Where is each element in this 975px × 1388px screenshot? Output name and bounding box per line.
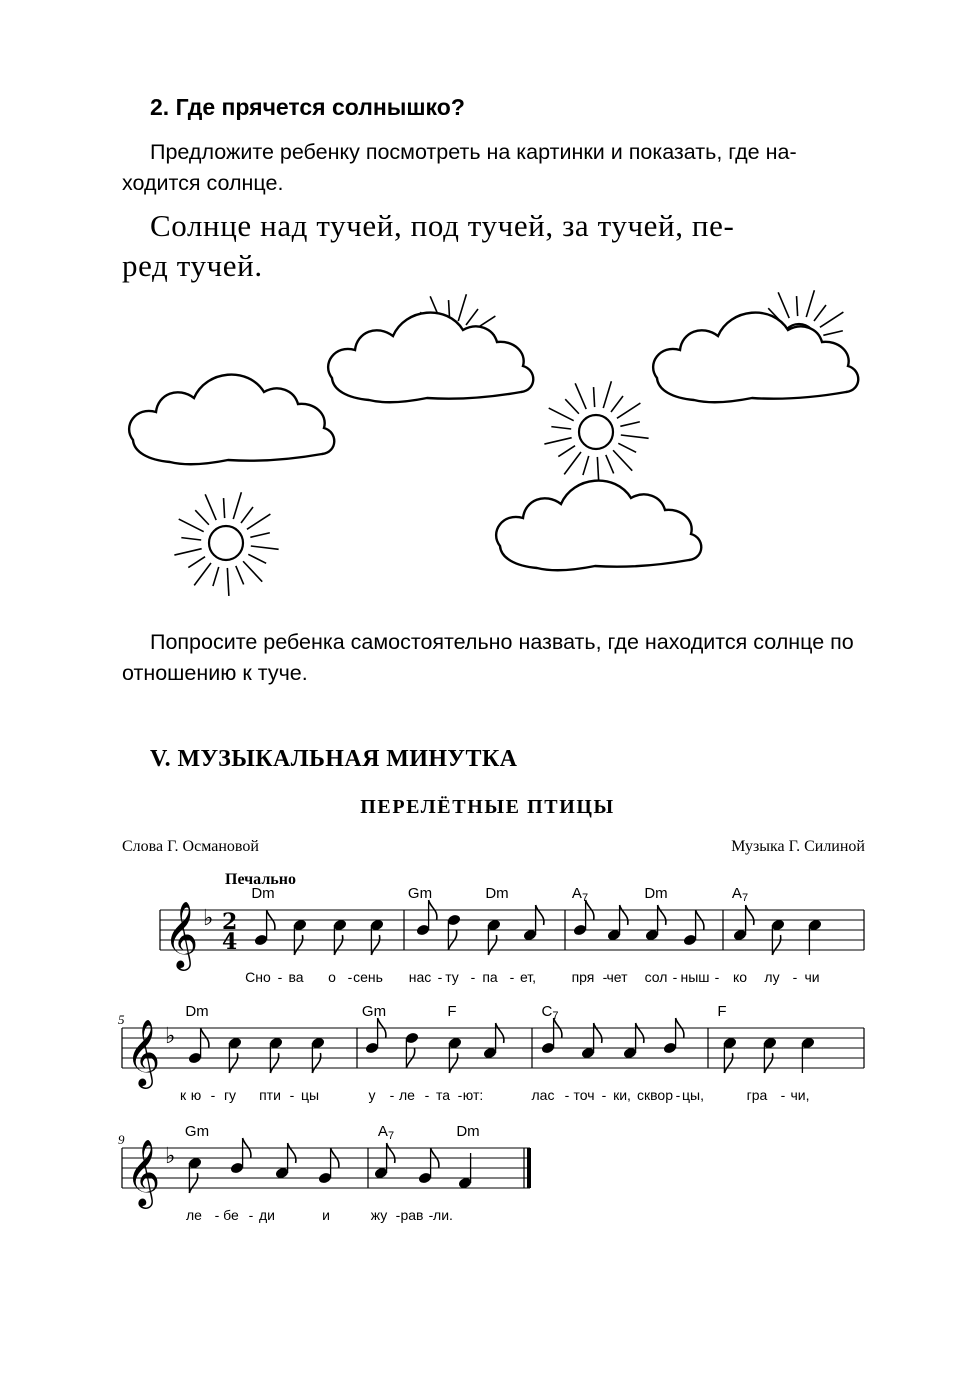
song-title: ПЕРЕЛЁТНЫЕ ПТИЦЫ <box>360 796 615 818</box>
lyric-syllable: ле <box>186 1207 202 1223</box>
lyric-syllable: сквор <box>637 1087 673 1103</box>
lyric-syllable: у <box>368 1087 376 1103</box>
sun-ray <box>195 510 209 525</box>
sun-ray <box>617 403 640 418</box>
sun-ray <box>224 498 225 518</box>
sun-ray <box>778 292 789 318</box>
lyric-syllable: ва <box>288 969 304 985</box>
lyric-syllable: Сно <box>245 969 271 985</box>
sun-ray <box>575 383 586 409</box>
sun-ray <box>621 435 649 438</box>
sun-ray <box>174 549 201 555</box>
lyric-syllable: - <box>347 969 353 985</box>
sun-ray <box>611 396 623 412</box>
lyric-syllable: ли. <box>433 1207 453 1223</box>
chord-symbol: $A_7$ <box>377 1123 395 1142</box>
lyric-syllable: ко <box>732 969 748 985</box>
note-flag <box>189 1173 197 1193</box>
chord-symbol: F <box>717 1003 727 1020</box>
lyric-syllable: - <box>389 1087 395 1103</box>
lyric-syllable: ди <box>259 1207 275 1223</box>
key-flat-icon: ♭ <box>165 1144 176 1169</box>
sun-in-front-of-cloud <box>544 381 648 485</box>
sun-ray <box>194 563 211 585</box>
lyric-syllable: - <box>509 969 515 985</box>
note-flag <box>658 905 666 925</box>
chord-symbol: Dm <box>456 1123 480 1140</box>
lyric-syllable: ют: <box>462 1087 484 1103</box>
lyric-syllable: лу <box>764 969 780 985</box>
chord-symbol: Dm <box>185 1003 209 1020</box>
sun-ray <box>551 427 571 429</box>
lyric-syllable: - <box>428 1207 434 1223</box>
sun-ray <box>603 381 611 408</box>
sun-ray <box>613 450 632 470</box>
chord-symbol: F <box>447 1003 457 1020</box>
treble-clef-icon: 𝄞 <box>164 900 199 968</box>
sun-ray <box>820 312 843 327</box>
music-system-2 <box>118 1003 864 1103</box>
note-flag <box>288 1143 296 1163</box>
sun-ray <box>565 399 579 414</box>
sun-ray <box>251 546 279 549</box>
sun-ray <box>564 452 581 474</box>
sun-under-cloud <box>174 492 278 596</box>
sun-ray <box>188 557 205 568</box>
sun-ray <box>583 456 589 475</box>
lyric-syllable: ет, <box>519 969 537 985</box>
section-heading: V. МУЗЫКАЛЬНАЯ МИНУТКА <box>150 746 518 772</box>
chord-symbol: Dm <box>251 885 275 902</box>
sun-ray <box>466 309 478 325</box>
sun-disc <box>579 415 613 449</box>
cloud-right <box>653 313 858 403</box>
measure-number: 5 <box>118 1012 125 1027</box>
lyric-syllable: - <box>672 969 678 985</box>
lyric-syllable: ле <box>399 1087 415 1103</box>
sun-ray <box>227 568 229 596</box>
lyric-syllable: цы, <box>682 1087 704 1103</box>
cloud-middle-top <box>328 313 533 403</box>
lyric-syllable: па <box>482 969 498 985</box>
lyric-syllable: - <box>602 969 608 985</box>
time-signature-bottom: 4 <box>222 929 238 955</box>
lyric-syllable: та <box>435 1087 451 1103</box>
note-flag <box>229 1053 237 1073</box>
lyric-syllable: гра <box>746 1087 768 1103</box>
exercise-instruction-1: Предложите ребенку посмотреть на картинки и показать, где находится солнце. <box>122 140 797 195</box>
music-system-3 <box>118 1123 531 1223</box>
lyric-syllable: - <box>210 1087 216 1103</box>
sun-cloud-illustration <box>0 0 975 620</box>
cloud-bottom <box>496 481 701 571</box>
lyric-syllable: ки, <box>613 1087 631 1103</box>
lyric-syllable: о <box>328 969 336 985</box>
lyric-syllable: бе <box>223 1207 239 1223</box>
note-flag <box>334 935 342 955</box>
cloud-left <box>129 375 334 465</box>
sun-ray <box>797 296 798 316</box>
music-system-1 <box>160 885 864 985</box>
lyric-syllable: жу <box>370 1207 388 1223</box>
time-signature-top: 2 <box>222 909 238 935</box>
lyric-syllable: цы <box>300 1087 320 1103</box>
lyric-syllable: - <box>470 969 476 985</box>
lyric-syllable: и <box>322 1207 330 1223</box>
sun-ray <box>594 387 595 407</box>
lyric-syllable: - <box>564 1087 570 1103</box>
sun-ray <box>179 519 204 532</box>
sheet-music <box>0 880 975 1280</box>
chord-symbol: $C_7$ <box>541 1003 559 1022</box>
note-flag <box>312 1053 320 1073</box>
lyric-syllable: чи, <box>790 1087 810 1103</box>
chord-symbol: Gm <box>407 885 433 902</box>
lyric-syllable: сол <box>644 969 668 985</box>
note-flag <box>594 1023 602 1043</box>
exercise-instruction-2: Попросите ребенка самостоятельно назвать, где находится солнце по отношению к туче. <box>122 630 854 685</box>
note-flag <box>620 905 628 925</box>
sun-ray <box>544 438 571 444</box>
key-flat-icon: ♭ <box>165 1024 176 1049</box>
song-lyricist: Слова Г. Османовой <box>122 838 259 855</box>
note-flag <box>772 935 780 955</box>
note-flag <box>724 1053 732 1073</box>
sun-ray <box>823 331 842 336</box>
sun-ray <box>241 507 253 523</box>
note-flag <box>536 905 544 925</box>
sun-ray <box>250 533 269 538</box>
measure-number: 9 <box>118 1132 125 1147</box>
note-flag <box>636 1023 644 1043</box>
note-flag <box>764 1053 772 1073</box>
sun-ray <box>233 492 241 519</box>
lyric-syllable: чет <box>606 969 628 985</box>
lyric-syllable: ту <box>445 969 459 985</box>
note-flag <box>496 1023 504 1043</box>
song-composer: Музыка Г. Силиной <box>731 838 865 855</box>
lyric-syllable: - <box>437 969 443 985</box>
sun-ray <box>558 446 575 457</box>
lyric-syllable: чи <box>804 969 820 985</box>
lyric-syllable: пря <box>571 969 595 985</box>
sun-ray <box>549 408 574 421</box>
note-flag <box>294 935 302 955</box>
sun-ray <box>243 561 262 581</box>
chord-symbol: Gm <box>361 1003 387 1020</box>
lyric-syllable: - <box>214 1207 220 1223</box>
sun-ray <box>618 443 636 452</box>
sun-ray <box>181 538 201 540</box>
lyric-syllable: - <box>792 969 798 985</box>
lyric-syllable: - <box>248 1207 254 1223</box>
sun-ray <box>620 422 639 427</box>
phrase-line-1: Солнце над тучей, под тучей, за тучей, пе- <box>150 208 735 243</box>
lyric-syllable: лас <box>531 1087 555 1103</box>
exercise-title: 2. Где прячется солнышко? <box>150 94 465 120</box>
lyric-syllable: гу <box>223 1087 237 1103</box>
chord-symbol: $A_7$ <box>731 885 749 904</box>
lyric-syllable: ю <box>190 1087 202 1103</box>
lyric-syllable: сень <box>353 969 383 985</box>
note-flag <box>387 1143 395 1163</box>
lyric-syllable: - <box>277 969 283 985</box>
sun-ray <box>247 514 270 529</box>
lyric-syllable: ныш <box>680 969 710 985</box>
chord-symbol: Dm <box>485 885 509 902</box>
phrase-line-2: ред тучей. <box>122 248 263 283</box>
note-flag <box>449 1053 457 1073</box>
lyric-syllable: пти <box>259 1087 281 1103</box>
sun-ray <box>236 566 244 584</box>
lyric-syllable: - <box>395 1207 401 1223</box>
lyric-syllable: - <box>289 1087 295 1103</box>
lyric-syllable: нас <box>408 969 432 985</box>
lyric-syllable: к <box>179 1087 187 1103</box>
lyric-syllable: - <box>675 1087 681 1103</box>
note-flag <box>371 935 379 955</box>
final-bar-thick <box>527 1148 531 1188</box>
note-flag <box>746 905 754 925</box>
treble-clef-icon: 𝄞 <box>126 1138 161 1206</box>
lyric-syllable: точ <box>573 1087 595 1103</box>
sun-ray <box>458 294 466 321</box>
lyric-syllable: - <box>714 969 720 985</box>
chord-symbol: Gm <box>184 1123 210 1140</box>
lyric-syllable: рав <box>400 1207 424 1223</box>
note-flag <box>488 935 496 955</box>
treble-clef-icon: 𝄞 <box>126 1018 161 1086</box>
chord-symbol: $A_7$ <box>571 885 589 904</box>
sun-ray <box>213 567 219 586</box>
sun-ray <box>814 305 826 321</box>
chord-symbol: Dm <box>644 885 668 902</box>
sun-disc <box>209 526 243 560</box>
lyric-syllable: - <box>457 1087 463 1103</box>
sun-ray <box>806 290 814 317</box>
note-flag <box>270 1053 278 1073</box>
sun-ray <box>606 455 614 473</box>
lyric-syllable: - <box>780 1087 786 1103</box>
lyric-syllable: - <box>424 1087 430 1103</box>
sun-ray <box>205 494 216 520</box>
song-tempo: Печально <box>225 871 296 888</box>
sun-ray <box>248 554 266 563</box>
lyric-syllable: - <box>601 1087 607 1103</box>
key-flat-icon: ♭ <box>203 906 214 931</box>
